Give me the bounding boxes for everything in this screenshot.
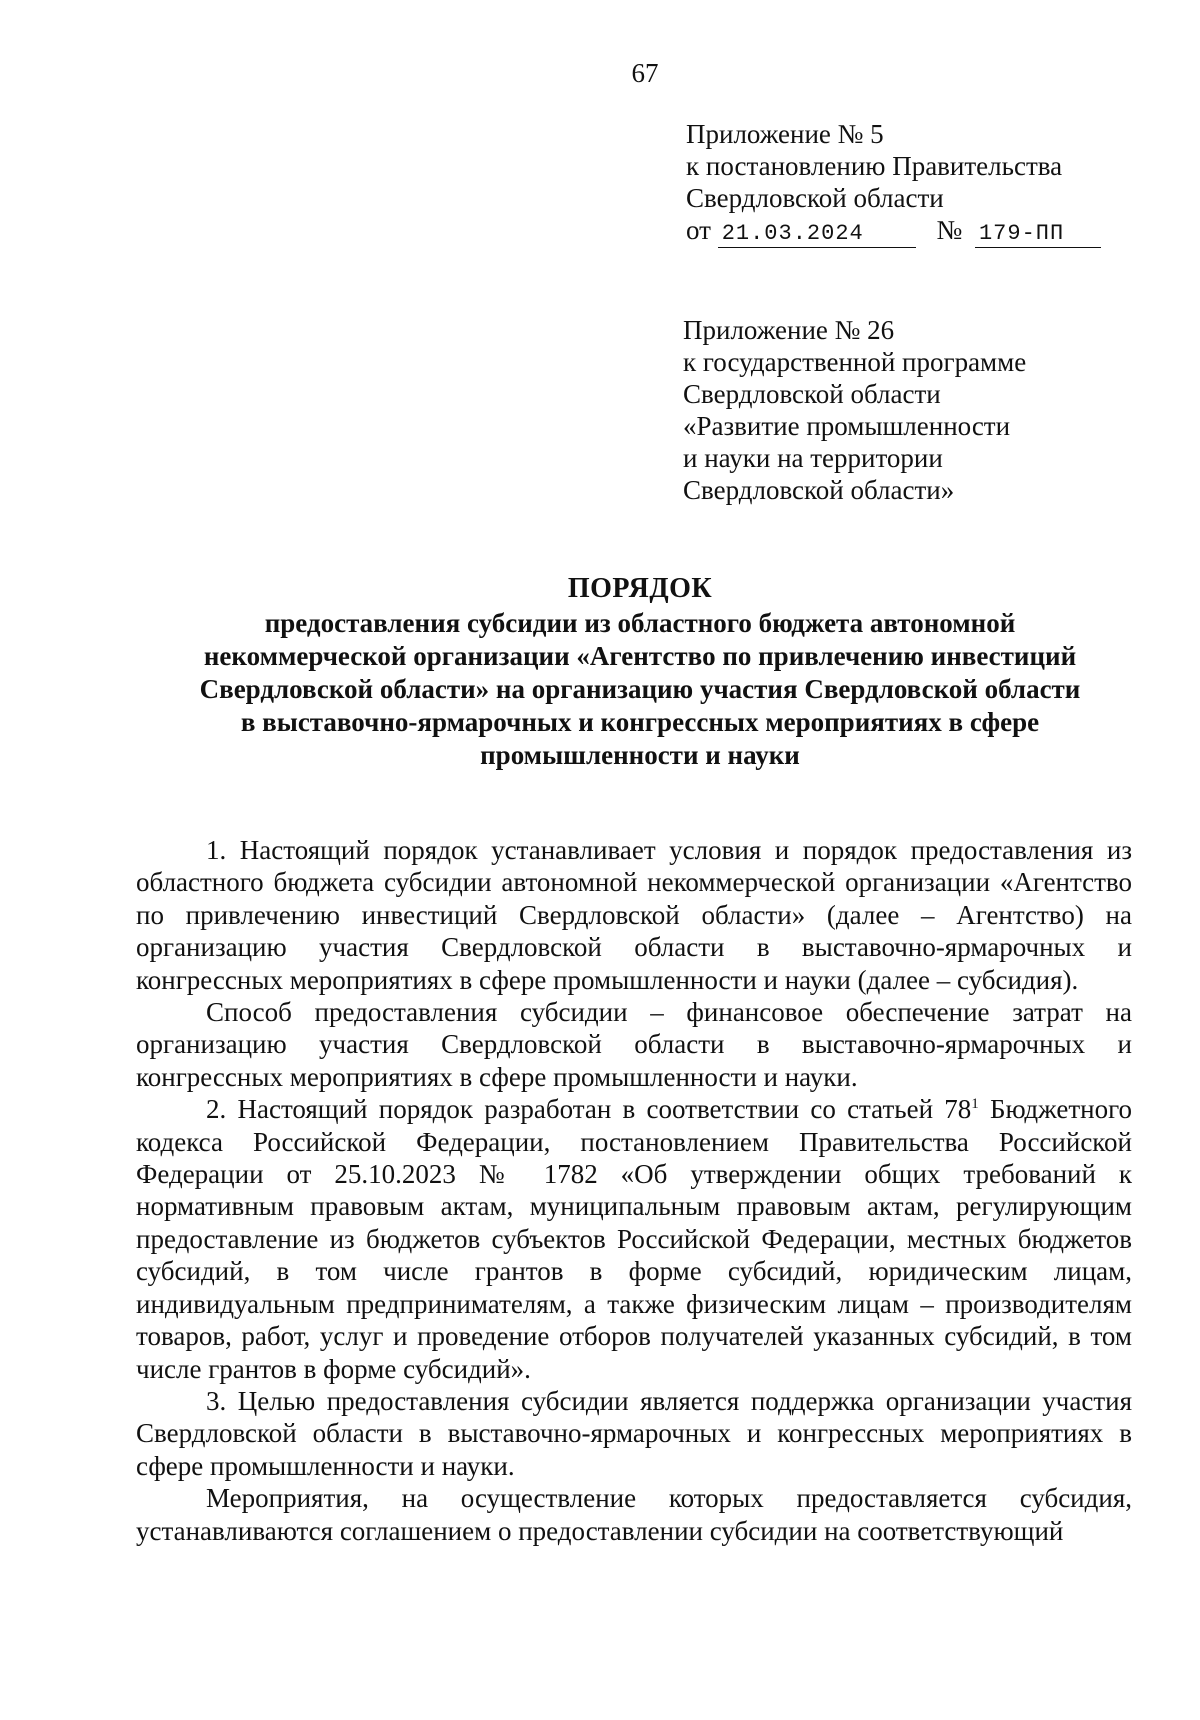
page-number: 67 (631, 58, 659, 88)
decree-date: 21.03.2024 (718, 221, 916, 248)
appendix-program-line: Свердловской области» (683, 475, 955, 505)
title-line: в выставочно-ярмарочных и конгрессных мероприятиях в сфере (240, 707, 1040, 737)
paragraph-2-text-after: Бюджетного кодекса Российской Федерации, постановлением Правительства Российской Федерации от 25.10.2023 № 1782 «Об утверждении общих требований к нормативным правовым актам, муниципальным правовым актам, регулирующим предоставление из бюджетов субъектов Российской Федерации, местных бюджетов субсидий, в том числе грантов в форме субсидий, юридическим лицам, индивидуальным предпринимателям, а также физическим лицам – производителям товаров, работ, услуг и проведение отборов получателей указанных субсидий, в том числе грантов в форме субсидий». (136, 1094, 1132, 1384)
appendix-decree-line: к постановлению Правительства (686, 151, 1063, 181)
appendix-decree-date-line (686, 214, 1101, 248)
paragraph-1: 1. Настоящий порядок устанавливает условия и порядок предоставления из областного бюджета субсидии автономной некоммерческой организации «Агентство по привлечению инвестиций Свердловской области» (далее – Агентство) на организацию участия Свердловской области в выставочно-ярмарочных и конгрессных мероприятиях в сфере промышленности и науки (далее – субсидия). (136, 835, 1132, 995)
appendix-program-line: и науки на территории (683, 443, 943, 473)
paragraph-3: 3. Целью предоставления субсидии является поддержка организации участия Свердловской области в выставочно-ярмарочных и конгрессных мероприятиях в сфере промышленности и науки. (136, 1385, 1132, 1481)
appendix-decree-line: Свердловской области (686, 183, 944, 213)
appendix-program-line: Свердловской области (683, 379, 941, 409)
appendix-decree-line: Приложение № 5 (686, 119, 884, 149)
decree-number: 179-ПП (975, 221, 1101, 248)
number-sign: № (936, 215, 963, 245)
appendix-program-line: к государственной программе (683, 347, 1027, 377)
title-heading: ПОРЯДОК (567, 573, 713, 604)
from-prefix: от (686, 215, 711, 245)
title-line: промышленности и науки (480, 740, 800, 770)
title-line: Свердловской области» на организацию участия Свердловской области (199, 674, 1081, 704)
title-line: некоммерческой организации «Агентство по привлечению инвестиций (203, 641, 1077, 671)
paragraph-2 (136, 1093, 1132, 1385)
title-line: предоставления субсидии из областного бюджета автономной (264, 608, 1016, 638)
appendix-decree-block (686, 118, 1101, 248)
paragraph-events: Мероприятия, на осуществление которых предоставляется субсидия, устанавливаются соглашением о предоставлении субсидии на соответствующий (136, 1483, 1132, 1546)
appendix-program-line: «Развитие промышленности (683, 411, 1011, 441)
appendix-program-line: Приложение № 26 (683, 315, 895, 345)
article-superscript: 1 (971, 1096, 979, 1113)
paragraph-2-text-before: 2. Настоящий порядок разработан в соответствии со статьей 78 (206, 1094, 972, 1125)
document-body (136, 834, 1132, 1547)
document-title (140, 572, 1140, 772)
appendix-program-block (683, 314, 1026, 506)
paragraph-method: Способ предоставления субсидии – финансовое обеспечение затрат на организацию участия Свердловской области в выставочно-ярмарочных и конгрессных мероприятиях в сфере промышленности и науки. (136, 997, 1132, 1092)
